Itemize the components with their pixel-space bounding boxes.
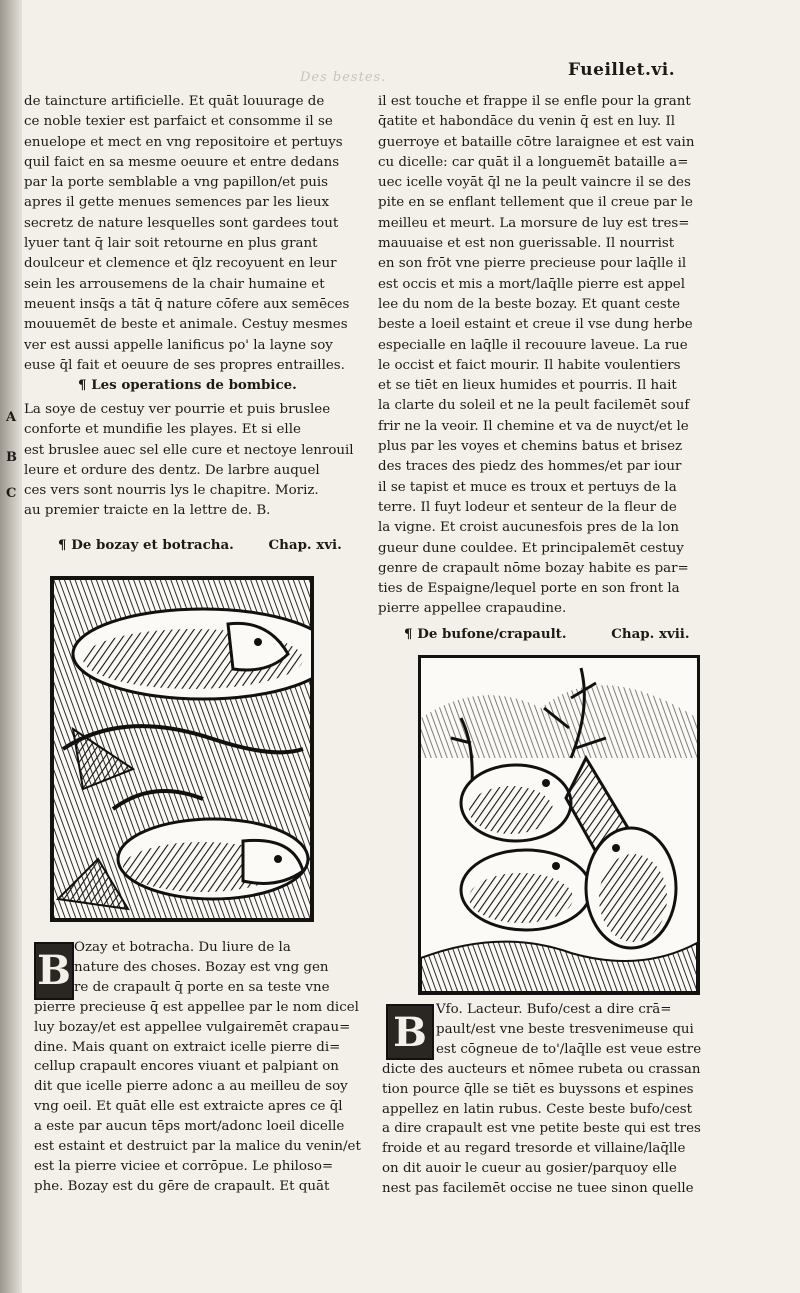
drop-cap-right: B xyxy=(386,1004,434,1060)
pilcrow-icon: ¶ xyxy=(58,537,67,553)
left-top-line: doulceur et clemence et q̄lz recoyuent en leur xyxy=(24,256,337,272)
operations-text xyxy=(24,400,356,522)
woodcut-bozay-illustration xyxy=(50,576,314,922)
woodcut-toads-image xyxy=(53,579,311,919)
right-top-line: gueur dune couldee. Et principalemēt cestuy xyxy=(378,540,684,556)
right-top-line: beste a loeil estaint et creue il vse dung herbe xyxy=(378,317,693,333)
operations-line: ces vers sont nourris lys le chapitre. Moriz. xyxy=(24,483,319,499)
right-lower-line: froide et au regard tresorde et villaine/laq̄lle xyxy=(382,1141,686,1157)
left-lower-line: phe. Bozay est du gēre de crapault. Et quāt xyxy=(34,1178,330,1194)
right-lower-line: on dit auoir le cueur au gosier/parquoy elle xyxy=(382,1161,677,1177)
left-lower-line: est estaint et destruict par la malice du venin/et xyxy=(34,1139,361,1155)
left-top-line: ce noble texier est parfaict et consomme il se xyxy=(24,114,333,130)
pilcrow-icon: ¶ xyxy=(404,626,413,642)
right-top-line: meilleu et meurt. La morsure de luy est tres= xyxy=(378,215,690,231)
operations-line: conforte et mundifie les playes. Et si elle xyxy=(24,422,301,438)
bleed-through-title: Des bestes. xyxy=(300,70,387,85)
right-top-line: especialle en laq̄lle il recouure laveue. La rue xyxy=(378,337,688,353)
left-top-line: par la porte semblable a vng papillon/et puis xyxy=(24,175,329,191)
left-top-line: secretz de nature lesquelles sont gardees tout xyxy=(24,215,339,231)
margin-letter-c: C xyxy=(6,486,17,501)
right-top-line: q̄atite et habondāce du venin q̄ est en luy. Il xyxy=(378,114,676,130)
right-top-line: mauuaise et est non guerissable. Il nourrist xyxy=(378,236,675,252)
right-top-line: il se tapist et muce es troux et pertuys de la xyxy=(378,479,677,495)
left-lower-line: vng oeil. Et quāt elle est extraicte apres ce q̄l xyxy=(34,1099,343,1115)
right-top-line: la vigne. Et croist aucunesfois pres de la lon xyxy=(378,520,680,536)
left-lower-line: re de crapault q̄ porte en sa teste vne xyxy=(74,979,330,995)
left-column-text xyxy=(24,92,356,376)
operations-line: leure et ordure des dentz. De larbre auquel xyxy=(24,462,320,478)
right-top-line: uec icelle voyāt q̄l ne la peult vaincre il se des xyxy=(378,175,691,191)
left-lower-line: Ozay et botracha. Du liure de la xyxy=(74,940,291,955)
left-top-line: quil faict en sa mesme oeuure et entre dedans xyxy=(24,154,340,170)
left-lower-line: cellup crapault encores viuant et palpiant on xyxy=(34,1059,339,1075)
right-top-line: genre de crapault nōme bozay habite es par= xyxy=(378,560,689,576)
operations-line: au premier traicte en la lettre de. B. xyxy=(24,503,271,519)
right-lower-line: Vfo. Lacteur. Bufo/cest a dire crā= xyxy=(436,1002,672,1017)
left-lower-line: pierre precieuse q̄ est appellee par le nom dicel xyxy=(34,999,359,1015)
operations-heading-text: Les operations de bombice. xyxy=(91,377,297,393)
left-lower-line: luy bozay/et est appellee vulgairemēt crapau= xyxy=(34,1019,351,1035)
right-top-line: la clarte du soleil et ne la peult facilemēt souf xyxy=(378,398,690,414)
folio-number: Fueillet.vi. xyxy=(568,60,676,80)
right-top-line: ties de Espaigne/lequel porte en son front la xyxy=(378,581,680,597)
right-chapter-number: Chap. xvii. xyxy=(611,626,690,642)
left-top-line: apres il gette menues semences par les lieux xyxy=(24,195,330,211)
left-chapter-heading xyxy=(58,537,342,553)
operations-line: La soye de cestuy ver pourrie et puis bruslee xyxy=(24,402,331,417)
left-lower-line: dit que icelle pierre adonc a au meilleu de soy xyxy=(34,1079,348,1095)
left-chapter-number: Chap. xvi. xyxy=(268,537,342,553)
left-top-line: enuelope et mect en vng repositoire et pertuys xyxy=(24,134,343,150)
right-chapter-heading xyxy=(404,626,690,642)
left-lower-line: est la pierre viciee et corrōpue. Le philoso= xyxy=(34,1158,334,1174)
right-top-line: des traces des piedz des hommes/et par iour xyxy=(378,459,682,475)
right-lower-line: dicte des aucteurs et nōmee rubeta ou crassan xyxy=(382,1061,701,1077)
right-top-line: plus par les voyes et chemins batus et brisez xyxy=(378,439,683,455)
right-top-line: le occist et faict mourir. Il habite voulentiers xyxy=(378,357,681,373)
right-top-line: lee du nom de la beste bozay. Et quant ceste xyxy=(378,296,681,312)
margin-letter-a: A xyxy=(6,410,17,425)
right-column-text xyxy=(378,92,718,620)
right-lower-line: est cōgneue de to'/laq̄lle est veue estre xyxy=(436,1041,702,1057)
left-chapter-title: De bozay et botracha. xyxy=(71,537,234,553)
pilcrow-icon: ¶ xyxy=(78,377,87,393)
right-lower-line: appellez en latin rubus. Ceste beste bufo/cest xyxy=(382,1101,693,1117)
right-top-line: et se tiēt en lieux humides et pourris. Il hait xyxy=(378,378,677,394)
right-top-line: cu dicelle: car quāt il a longuemēt bataille a= xyxy=(378,154,689,170)
drop-cap-left: B xyxy=(34,942,74,1000)
right-top-line: est occis et mis a mort/laq̄lle pierre est appel xyxy=(378,276,685,292)
left-lower-line: nature des choses. Bozay est vng gen xyxy=(74,959,329,975)
margin-letter-b: B xyxy=(6,450,17,465)
right-top-line: terre. Il fuyt lodeur et senteur de la fleur de xyxy=(378,499,677,515)
left-top-line: de taincture artificielle. Et quāt louurage de xyxy=(24,94,325,109)
left-top-line: mouuemēt de beste et animale. Cestuy mesmes xyxy=(24,317,348,333)
woodcut-crapault-image xyxy=(421,658,697,992)
right-top-line: en son frōt vne pierre precieuse pour laq̄lle il xyxy=(378,256,687,272)
left-top-line: lyuer tant q̄ lair soit retourne en plus grant xyxy=(24,236,318,252)
left-lower-line: a este par aucun tēps mort/adonc loeil dicelle xyxy=(34,1119,345,1135)
left-lower-text xyxy=(34,938,364,1197)
right-lower-line: a dire crapault est vne petite beste qui est tres xyxy=(382,1121,701,1137)
left-top-line: meuent insq̄s a tāt q̄ nature cōfere aux semēces xyxy=(24,296,350,312)
left-lower-line: dine. Mais quant on extraict icelle pierre di= xyxy=(34,1039,341,1055)
left-top-line: sein les arrousemens de la chair humaine et xyxy=(24,276,325,292)
operations-line: est bruslee auec sel elle cure et nectoye lenrouil xyxy=(24,442,354,458)
right-top-line: pite en se enflant tellement que il creue par le xyxy=(378,195,693,211)
operations-heading xyxy=(78,377,297,393)
left-top-line: euse q̄l fait et oeuure de ses propres entrailles. xyxy=(24,357,345,373)
right-lower-text xyxy=(382,1000,726,1199)
woodcut-bufo-illustration xyxy=(418,655,700,995)
right-top-line: guerroye et bataille cōtre laraignee et est vain xyxy=(378,134,695,150)
right-lower-line: tion pource q̄lle se tiēt es buyssons et espines xyxy=(382,1081,694,1097)
right-lower-line: nest pas facilemēt occise ne tuee sinon quelle xyxy=(382,1181,694,1197)
right-top-line: il est touche et frappe il se enfle pour la grant xyxy=(378,94,691,109)
right-chapter-title: De bufone/crapault. xyxy=(417,626,567,642)
right-top-line: pierre appellee crapaudine. xyxy=(378,601,567,617)
page-gutter-shadow xyxy=(0,0,22,1293)
right-lower-line: pault/est vne beste tresvenimeuse qui xyxy=(436,1021,694,1037)
right-top-line: frir ne la veoir. Il chemine et va de nuyct/et le xyxy=(378,418,689,434)
left-top-line: ver est aussi appelle lanificus po' la layne soy xyxy=(24,337,333,353)
